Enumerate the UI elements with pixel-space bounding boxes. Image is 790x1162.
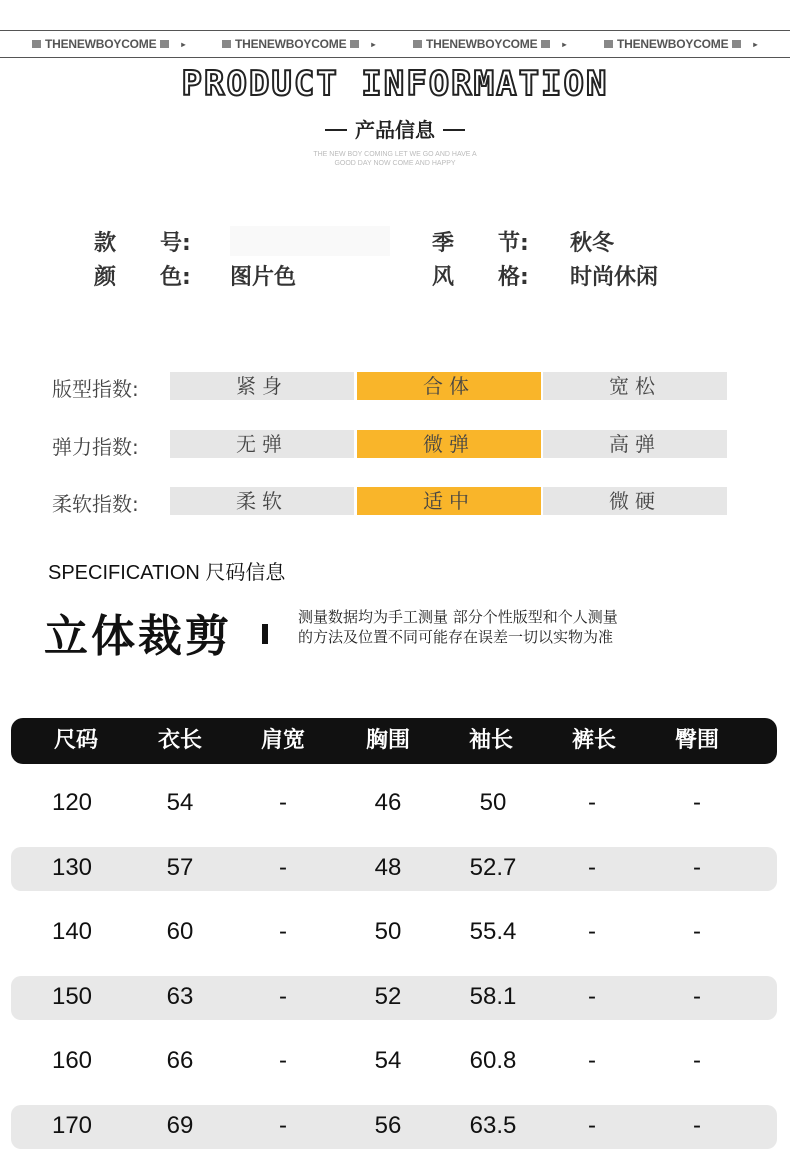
brand-strip — [0, 30, 790, 58]
table-cell: 50 — [479, 789, 507, 816]
fit-option: 紧身 — [170, 372, 354, 400]
table-cell: - — [279, 1111, 287, 1139]
table-cell: 63 — [166, 982, 194, 1010]
size-table-header — [11, 718, 777, 764]
style-no-label: 款 号: — [94, 231, 191, 256]
title-en: PRODUCT INFORMATION — [181, 64, 609, 104]
table-cell: 48 — [374, 853, 402, 881]
brand-item: THENEWBOYCOME ▸ — [604, 37, 757, 51]
spec-title: SPECIFICATION 尺码信息 — [48, 562, 286, 584]
table-cell: - — [588, 982, 596, 1010]
table-cell: 120 — [51, 789, 93, 816]
brand-item: THENEWBOYCOME ▸ — [413, 37, 566, 51]
column-header: 袖长 — [468, 728, 513, 753]
divider-bar — [262, 624, 268, 644]
column-header: 肩宽 — [260, 728, 305, 753]
table-cell: - — [693, 982, 701, 1010]
table-cell: 69 — [166, 1111, 194, 1139]
table-cell: 52.7 — [469, 853, 517, 881]
title-cn: 产品信息 — [0, 114, 790, 143]
table-cell: - — [588, 918, 596, 945]
column-header: 臀围 — [674, 728, 719, 753]
table-cell: - — [279, 982, 287, 1010]
softness-option: 柔软 — [170, 487, 354, 515]
table-cell: - — [588, 1047, 596, 1074]
table-cell: 170 — [51, 1111, 93, 1139]
table-cell: - — [588, 789, 596, 816]
fit-option: 宽松 — [543, 372, 727, 400]
table-cell: 130 — [51, 853, 93, 881]
table-cell: 54 — [374, 1047, 402, 1074]
fashion-label: 风 格: — [432, 265, 529, 290]
cut-title: 立体裁剪 — [44, 611, 232, 662]
color-value: 图片色 — [230, 265, 297, 290]
table-cell: 57 — [166, 853, 194, 881]
table-cell: - — [279, 1047, 287, 1074]
column-header: 裤长 — [571, 728, 616, 753]
softness-option-selected: 适中 — [357, 487, 541, 515]
table-cell: - — [588, 1111, 596, 1139]
column-header: 胸围 — [365, 728, 410, 753]
table-cell: 52 — [374, 982, 402, 1010]
table-cell: - — [693, 789, 701, 816]
softness-index-label: 柔软指数: — [52, 492, 139, 516]
elasticity-option-selected: 微弹 — [357, 430, 541, 458]
table-cell: - — [279, 918, 287, 945]
season-label: 季 节: — [432, 231, 529, 256]
table-cell: 63.5 — [469, 1111, 517, 1139]
table-cell: - — [279, 853, 287, 881]
table-cell: 54 — [166, 789, 194, 816]
table-cell: 160 — [51, 1047, 93, 1074]
column-header: 尺码 — [53, 728, 98, 753]
measurement-note: 测量数据均为手工测量 部分个性版型和个人测量 的方法及位置不同可能存在误差一切以实物为准 — [298, 608, 618, 646]
table-cell: - — [693, 918, 701, 945]
fashion-value: 时尚休闲 — [570, 265, 659, 290]
season-value: 秋冬 — [570, 231, 615, 256]
column-header: 衣长 — [157, 728, 202, 753]
table-cell: 56 — [374, 1111, 402, 1139]
table-cell: - — [588, 853, 596, 881]
color-label: 颜 色: — [94, 265, 191, 290]
table-cell: - — [693, 1111, 701, 1139]
table-cell: 50 — [374, 918, 402, 945]
table-cell: - — [279, 789, 287, 816]
softness-option: 微硬 — [543, 487, 727, 515]
fit-index-label: 版型指数: — [52, 377, 139, 401]
fit-option-selected: 合体 — [357, 372, 541, 400]
style-no-value — [230, 226, 390, 256]
table-cell: 66 — [166, 1047, 194, 1074]
table-cell: - — [693, 853, 701, 881]
table-cell: 60 — [166, 918, 194, 945]
table-cell: 150 — [51, 982, 93, 1010]
brand-item: THENEWBOYCOME ▸ — [32, 37, 185, 51]
elasticity-option: 无弹 — [170, 430, 354, 458]
brand-item: THENEWBOYCOME ▸ — [222, 37, 375, 51]
table-cell: 140 — [51, 918, 93, 945]
table-cell: 60.8 — [469, 1047, 517, 1074]
table-cell: 46 — [374, 789, 402, 816]
table-cell: - — [693, 1047, 701, 1074]
table-cell: 58.1 — [469, 982, 517, 1010]
subtitle-en: THE NEW BOY COMING LET WE GO AND HAVE A GOOD DAY NOW COME AND HAPPY — [313, 151, 477, 167]
elasticity-index-label: 弹力指数: — [52, 435, 139, 459]
table-cell: 55.4 — [469, 918, 517, 945]
elasticity-option: 高弹 — [543, 430, 727, 458]
